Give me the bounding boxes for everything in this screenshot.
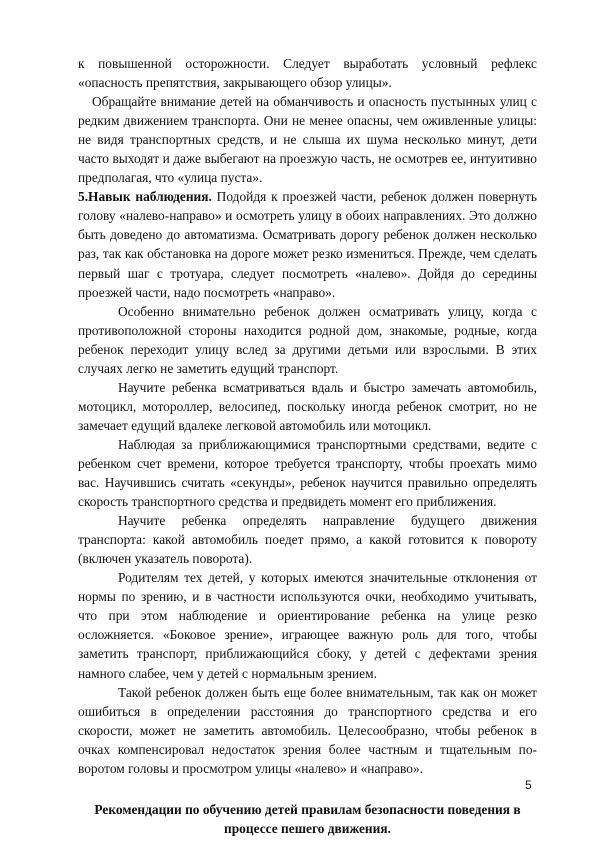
paragraph: Особенно внимательно ребенок должен осматривать улицу, когда с противоположной стороны находится родной дом, знакомые, родные, когда ребенок переходит улицу вслед за другими детьми или взрослыми. В этих случаях легко не заметить едущий транспорт. bbox=[78, 303, 537, 376]
paragraph: к повышенной осторожности. Следует выработать условный рефлекс «опасность препятствия, закрывающего обзор улицы». bbox=[78, 56, 537, 91]
recommendation-heading: Рекомендации по обучению детей правилам безопасности поведения в процессе пешего движения. bbox=[94, 801, 521, 836]
paragraph: Обращайте внимание детей на обманчивость и опасность пустынных улиц с редким движением транспорта. Они не менее опасны, чем оживленные улицы: не видя транспортных средств, и не слыша их шума несколько минут, дети часто выходят и даже выбегают на проезжую часть, не осмотрев ее, интуитивно предполагая, что «улица пуста». bbox=[78, 94, 537, 186]
paragraph: Родителям тех детей, у которых имеются значительные отклонения от нормы по зрению, и в частности используются очки, необходимо учитывать, что при этом наблюдение и ориентирование ребенка на улице резко осложняется. «Боковое зрение», играющее важную роль для того, чтобы заметить транспорт, приближающийся сбоку, у детей с дефектами зрения намного слабее, чем у детей с нормальным зрением. bbox=[78, 570, 537, 681]
document-page bbox=[78, 54, 537, 838]
section-heading: 5.Навык наблюдения. bbox=[78, 189, 212, 205]
paragraph: Научите ребенка всматриваться вдаль и быстро замечать автомобиль, мотоцикл, мотороллер, велосипед, поскольку иногда ребенок смотрит, но не замечает едущий вдалеке легковой автомобиль или мотоцикл. bbox=[78, 379, 537, 433]
paragraph: Научите ребенка определять направление будущего движения транспорта: какой автомобиль поедет прямо, а какой готовится к повороту (включен указатель поворота). bbox=[78, 513, 537, 567]
paragraph bbox=[78, 187, 537, 301]
paragraph: Наблюдая за приближающимися транспортными средствами, ведите с ребенком счет времени, которое требуется транспорту, чтобы проехать мимо вас. Научившись считать «секунды», ребенок научится правильно определять скорость транспортного средства и предвидеть момент его приближения. bbox=[78, 436, 537, 510]
page-number: 5 bbox=[525, 778, 532, 792]
paragraph-text: Подойдя к проезжей части, ребенок должен повернуть голову «налево-направо» и осмотреть улицу в обоих направлениях. Это должно быть доведено до автоматизма. Осматривать дорогу ребенок должен несколько раз, так как обстановка на дороге может резко измениться. Прежде, чем сделать первый шаг с тротуара, следует посмотреть «налево». Дойдя до середины проезжей части, надо посмотреть «направо». bbox=[78, 189, 537, 300]
paragraph: Такой ребенок должен быть еще более внимательным, так как он может ошибиться в определении расстояния до транспортного средства и его скорости, может не заметить автомобиль. Целесообразно, чтобы ребенок в очках компенсировал недостаток зрения более частным и тщательным по-воротом головы и просмотром улицы «налево» и «направо». bbox=[78, 684, 537, 776]
